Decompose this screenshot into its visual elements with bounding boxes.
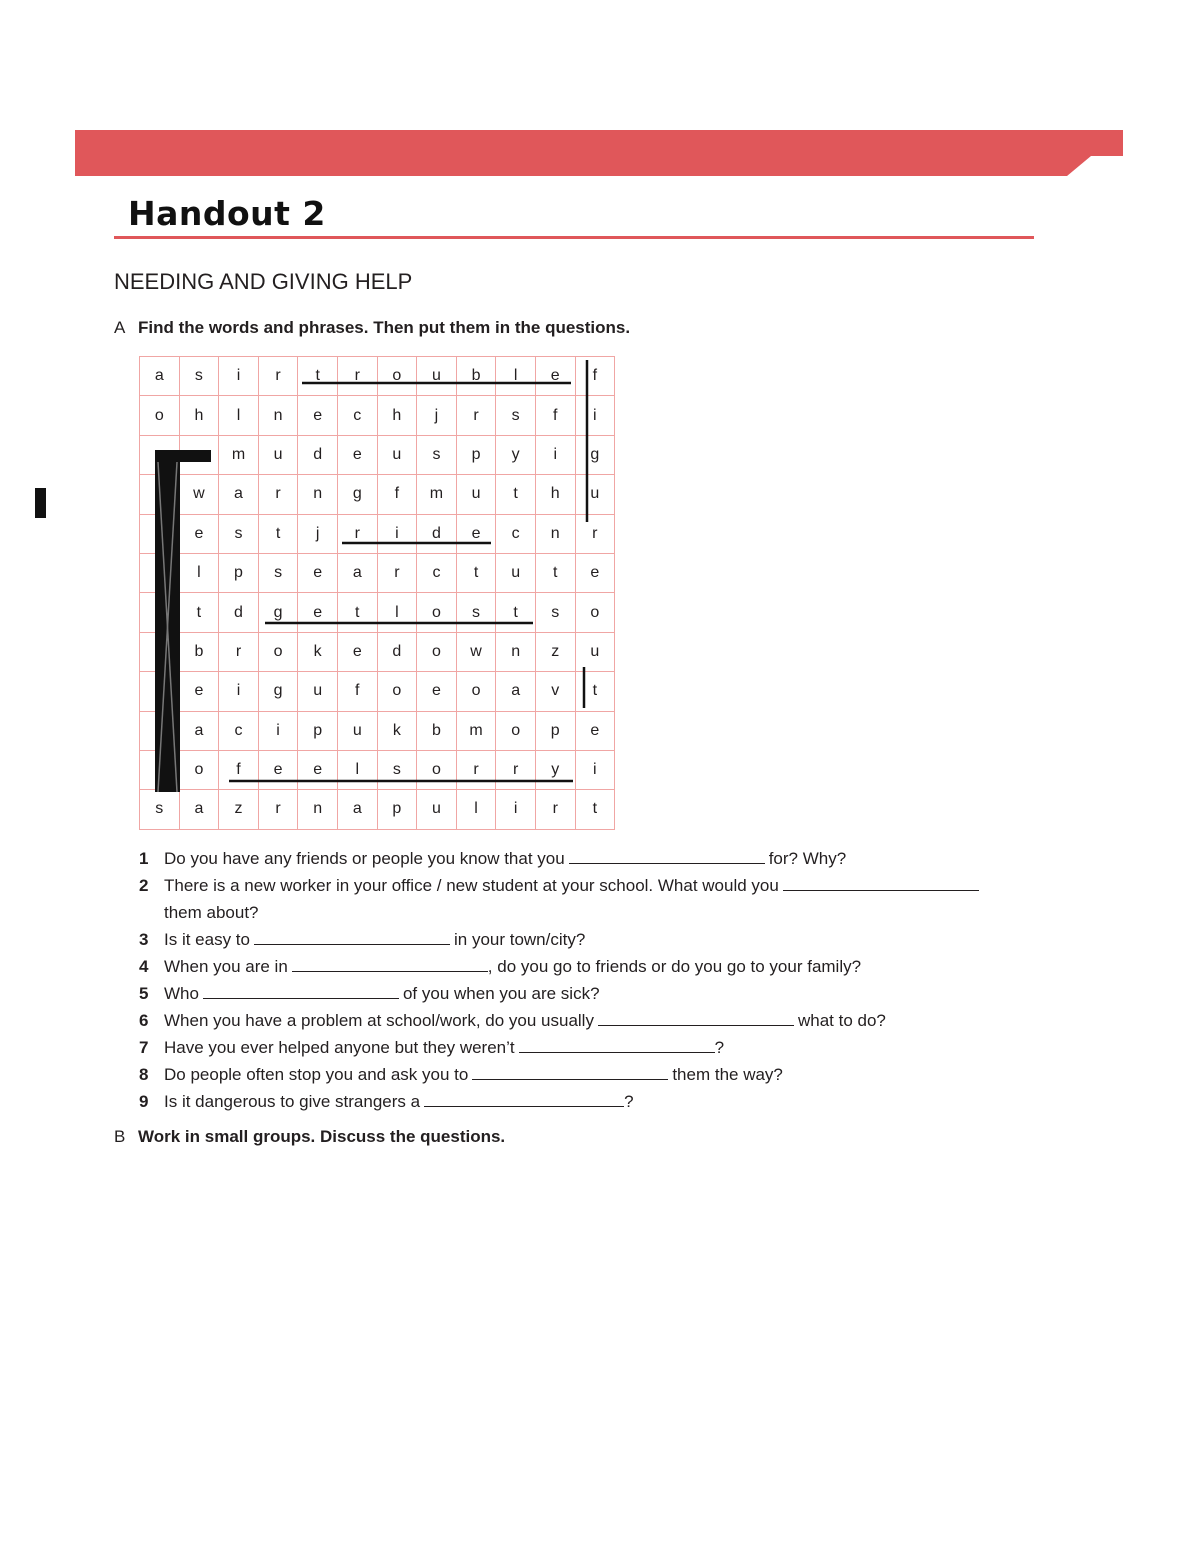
grid-cell[interactable]: a: [179, 790, 219, 829]
margin-mark: [35, 488, 46, 518]
question-text-before: Have you ever helped anyone but they weren’t: [164, 1038, 515, 1057]
grid-cell[interactable]: e: [417, 672, 457, 711]
grid-cell[interactable]: s: [179, 357, 219, 396]
question-2: [139, 872, 1039, 926]
grid-cell[interactable]: a: [179, 711, 219, 750]
grid-row: [140, 396, 615, 435]
question-text-after: in your town/city?: [453, 930, 586, 949]
grid-cell[interactable]: d: [417, 514, 457, 553]
grid-cell[interactable]: n: [258, 396, 298, 435]
grid-cell[interactable]: p: [298, 711, 338, 750]
grid-cell[interactable]: p: [456, 435, 496, 474]
task-b-letter: B: [114, 1127, 126, 1146]
grid-cell[interactable]: [140, 672, 180, 711]
word-search-grid: [139, 356, 615, 830]
grid-cell[interactable]: e: [298, 593, 338, 632]
question-number: 4: [139, 957, 149, 976]
grid-cell[interactable]: u: [337, 711, 377, 750]
grid-cell[interactable]: k: [298, 632, 338, 671]
grid-cell[interactable]: s: [496, 396, 536, 435]
grid-cell[interactable]: m: [417, 475, 457, 514]
answer-blank[interactable]: [254, 926, 450, 945]
grid-row: [140, 672, 615, 711]
grid-cell[interactable]: r: [258, 790, 298, 829]
grid-cell[interactable]: r: [456, 396, 496, 435]
grid-cell[interactable]: e: [179, 514, 219, 553]
grid-cell[interactable]: o: [377, 357, 417, 396]
grid-cell[interactable]: y: [535, 750, 575, 789]
grid-row: [140, 790, 615, 829]
header-banner: [75, 130, 1123, 176]
grid-cell[interactable]: f: [337, 672, 377, 711]
grid-cell[interactable]: w: [456, 632, 496, 671]
grid-cell[interactable]: i: [219, 672, 259, 711]
grid-cell[interactable]: s: [219, 514, 259, 553]
grid-cell[interactable]: h: [377, 396, 417, 435]
page-title: Handout 2: [128, 194, 326, 233]
grid-cell[interactable]: l: [337, 750, 377, 789]
grid-cell[interactable]: r: [377, 553, 417, 592]
grid-cell[interactable]: e: [575, 553, 615, 592]
question-text-before: Do you have any friends or people you know that you: [164, 849, 565, 868]
grid-row: [140, 435, 615, 474]
grid-cell[interactable]: h: [179, 396, 219, 435]
grid-cell[interactable]: o: [258, 632, 298, 671]
question-6: [139, 1007, 1039, 1034]
task-b-instruction: [114, 1127, 505, 1147]
grid-cell[interactable]: o: [456, 672, 496, 711]
grid-cell[interactable]: u: [258, 435, 298, 474]
grid-cell[interactable]: l: [219, 396, 259, 435]
question-number: 7: [139, 1038, 149, 1057]
grid-cell[interactable]: o: [417, 750, 457, 789]
question-number: 5: [139, 984, 149, 1003]
grid-cell[interactable]: g: [575, 435, 615, 474]
grid-cell[interactable]: e: [535, 357, 575, 396]
grid-cell[interactable]: o: [140, 396, 180, 435]
question-text-before: Do people often stop you and ask you to: [164, 1065, 469, 1084]
grid-cell[interactable]: o: [575, 593, 615, 632]
grid-cell[interactable]: r: [456, 750, 496, 789]
grid-cell[interactable]: g: [258, 593, 298, 632]
grid-cell[interactable]: m: [219, 435, 259, 474]
task-a-letter: A: [114, 318, 126, 337]
question-text-before: When you have a problem at school/work, do you usually: [164, 1011, 594, 1030]
title-divider: [114, 236, 1034, 239]
grid-row: [140, 357, 615, 396]
grid-cell[interactable]: o: [417, 593, 457, 632]
question-number: 3: [139, 930, 149, 949]
grid-cell[interactable]: g: [337, 475, 377, 514]
grid-cell[interactable]: b: [179, 632, 219, 671]
grid-cell[interactable]: v: [535, 672, 575, 711]
grid-cell[interactable]: [140, 475, 180, 514]
answer-blank[interactable]: [292, 953, 488, 972]
grid-cell[interactable]: [140, 632, 180, 671]
grid-cell[interactable]: a: [496, 672, 536, 711]
grid-row: [140, 475, 615, 514]
question-8: [139, 1061, 1039, 1088]
grid-cell[interactable]: t: [456, 553, 496, 592]
grid-cell[interactable]: r: [535, 790, 575, 829]
question-number: 8: [139, 1065, 149, 1084]
grid-cell[interactable]: u: [496, 553, 536, 592]
grid-cell[interactable]: r: [496, 750, 536, 789]
grid-cell[interactable]: d: [219, 593, 259, 632]
grid-cell[interactable]: a: [219, 475, 259, 514]
grid-cell[interactable]: t: [258, 514, 298, 553]
question-text-before: Is it easy to: [164, 930, 250, 949]
task-a-text: Find the words and phrases. Then put them in the questions.: [138, 318, 631, 337]
grid-cell[interactable]: n: [496, 632, 536, 671]
grid-cell[interactable]: e: [575, 711, 615, 750]
grid-cell[interactable]: h: [535, 475, 575, 514]
grid-cell[interactable]: k: [377, 711, 417, 750]
grid-row: [140, 514, 615, 553]
grid-cell[interactable]: e: [337, 632, 377, 671]
grid-cell[interactable]: z: [219, 790, 259, 829]
grid-cell[interactable]: g: [258, 672, 298, 711]
grid-cell[interactable]: s: [456, 593, 496, 632]
grid-cell[interactable]: z: [535, 632, 575, 671]
grid-cell[interactable]: f: [219, 750, 259, 789]
question-number: 9: [139, 1092, 149, 1111]
grid-row: [140, 593, 615, 632]
grid-cell[interactable]: t: [535, 553, 575, 592]
grid-cell[interactable]: e: [258, 750, 298, 789]
grid-cell[interactable]: m: [456, 711, 496, 750]
grid-row: [140, 750, 615, 789]
grid-cell[interactable]: e: [337, 435, 377, 474]
question-number: 6: [139, 1011, 149, 1030]
grid-row: [140, 553, 615, 592]
question-3: [139, 926, 1039, 953]
grid-cell[interactable]: i: [496, 790, 536, 829]
grid-row: [140, 711, 615, 750]
grid-cell[interactable]: b: [456, 357, 496, 396]
grid-cell[interactable]: [140, 711, 180, 750]
grid-cell[interactable]: a: [140, 357, 180, 396]
question-9: [139, 1088, 1039, 1115]
grid-cell[interactable]: e: [298, 553, 338, 592]
grid-cell[interactable]: r: [258, 357, 298, 396]
grid-cell[interactable]: o: [377, 672, 417, 711]
grid-cell[interactable]: o: [417, 632, 457, 671]
question-text-before: Who: [164, 984, 199, 1003]
question-text-before: Is it dangerous to give strangers a: [164, 1092, 421, 1111]
grid-cell[interactable]: s: [140, 790, 180, 829]
question-number: 2: [139, 876, 149, 895]
grid-cell[interactable]: c: [219, 711, 259, 750]
grid-cell[interactable]: [140, 750, 180, 789]
grid-cell[interactable]: i: [575, 750, 615, 789]
grid-cell[interactable]: e: [456, 514, 496, 553]
grid-cell[interactable]: o: [179, 750, 219, 789]
grid-cell[interactable]: f: [575, 357, 615, 396]
grid-cell[interactable]: r: [337, 357, 377, 396]
grid-cell[interactable]: r: [575, 514, 615, 553]
grid-cell[interactable]: j: [298, 514, 338, 553]
question-5: [139, 980, 1039, 1007]
task-a-instruction: [114, 318, 630, 338]
grid-cell[interactable]: u: [417, 790, 457, 829]
grid-cell[interactable]: [140, 553, 180, 592]
grid-cell[interactable]: a: [337, 553, 377, 592]
question-text-after: what to do?: [797, 1011, 886, 1030]
grid-cell[interactable]: u: [575, 632, 615, 671]
grid-cell[interactable]: s: [535, 593, 575, 632]
grid-cell[interactable]: t: [179, 593, 219, 632]
grid-cell[interactable]: r: [219, 632, 259, 671]
grid-cell[interactable]: i: [575, 396, 615, 435]
grid-cell[interactable]: r: [337, 514, 377, 553]
grid-cell[interactable]: p: [377, 790, 417, 829]
grid-cell[interactable]: s: [377, 750, 417, 789]
grid-cell[interactable]: u: [417, 357, 457, 396]
question-text-after: them about?: [164, 903, 259, 922]
grid-cell[interactable]: p: [535, 711, 575, 750]
question-text-after: for? Why?: [768, 849, 847, 868]
grid-cell[interactable]: e: [179, 672, 219, 711]
grid-cell[interactable]: i: [258, 711, 298, 750]
answer-blank[interactable]: [472, 1061, 668, 1080]
grid-cell[interactable]: p: [219, 553, 259, 592]
question-text-after: ?: [624, 1092, 634, 1111]
grid-cell[interactable]: i: [377, 514, 417, 553]
question-text-after: , do you go to friends or do you go to your family?: [487, 957, 862, 976]
question-text-after: them the way?: [672, 1065, 783, 1084]
grid-cell[interactable]: t: [496, 475, 536, 514]
grid-cell[interactable]: u: [456, 475, 496, 514]
grid-cell[interactable]: a: [337, 790, 377, 829]
grid-cell[interactable]: d: [298, 435, 338, 474]
grid-cell[interactable]: y: [496, 435, 536, 474]
grid-cell[interactable]: [140, 514, 180, 553]
grid-cell[interactable]: o: [496, 711, 536, 750]
answer-blank[interactable]: [569, 845, 765, 864]
grid-row: [140, 632, 615, 671]
grid-cell[interactable]: e: [298, 750, 338, 789]
grid-cell[interactable]: i: [219, 357, 259, 396]
grid-cell[interactable]: c: [496, 514, 536, 553]
answer-blank[interactable]: [519, 1034, 715, 1053]
section-heading: NEEDING AND GIVING HELP: [114, 269, 413, 294]
grid-cell[interactable]: t: [496, 593, 536, 632]
question-1: [139, 845, 1039, 872]
grid-cell[interactable]: i: [535, 435, 575, 474]
question-number: 1: [139, 849, 149, 868]
grid-cell[interactable]: u: [377, 435, 417, 474]
grid-cell[interactable]: u: [575, 475, 615, 514]
grid-cell[interactable]: l: [496, 357, 536, 396]
grid-cell[interactable]: [140, 435, 180, 474]
grid-cell[interactable]: r: [258, 475, 298, 514]
grid-cell[interactable]: e: [298, 396, 338, 435]
question-text-before: When you are in: [164, 957, 288, 976]
grid-cell[interactable]: t: [298, 357, 338, 396]
grid-cell[interactable]: c: [337, 396, 377, 435]
answer-blank[interactable]: [783, 872, 979, 891]
question-text-before: There is a new worker in your office / new student at your school. What would you: [164, 876, 779, 895]
answer-blank[interactable]: [598, 1007, 794, 1026]
answer-blank[interactable]: [424, 1088, 624, 1107]
grid-cell[interactable]: l: [456, 790, 496, 829]
grid-cell[interactable]: n: [535, 514, 575, 553]
grid-cell[interactable]: l: [179, 553, 219, 592]
grid-cell[interactable]: w: [179, 475, 219, 514]
grid-cell[interactable]: t: [575, 790, 615, 829]
grid-cell[interactable]: c: [417, 553, 457, 592]
grid-cell[interactable]: t: [337, 593, 377, 632]
grid-cell[interactable]: d: [377, 632, 417, 671]
question-7: [139, 1034, 1039, 1061]
question-text-after: ?: [714, 1038, 725, 1057]
grid-cell[interactable]: [179, 435, 219, 474]
grid-cell[interactable]: s: [417, 435, 457, 474]
grid-cell[interactable]: n: [298, 475, 338, 514]
question-list: [139, 845, 1039, 1115]
question-4: [139, 953, 1039, 980]
grid-cell[interactable]: j: [417, 396, 457, 435]
grid-cell[interactable]: f: [535, 396, 575, 435]
grid-cell[interactable]: s: [258, 553, 298, 592]
grid-cell[interactable]: n: [298, 790, 338, 829]
grid-cell[interactable]: t: [575, 672, 615, 711]
task-b-text: Work in small groups. Discuss the questions.: [138, 1127, 506, 1146]
grid-cell[interactable]: b: [417, 711, 457, 750]
question-text-after: of you when you are sick?: [402, 984, 600, 1003]
grid-cell[interactable]: u: [298, 672, 338, 711]
grid-cell[interactable]: [140, 593, 180, 632]
grid-cell[interactable]: l: [377, 593, 417, 632]
grid-cell[interactable]: f: [377, 475, 417, 514]
answer-blank[interactable]: [203, 980, 399, 999]
